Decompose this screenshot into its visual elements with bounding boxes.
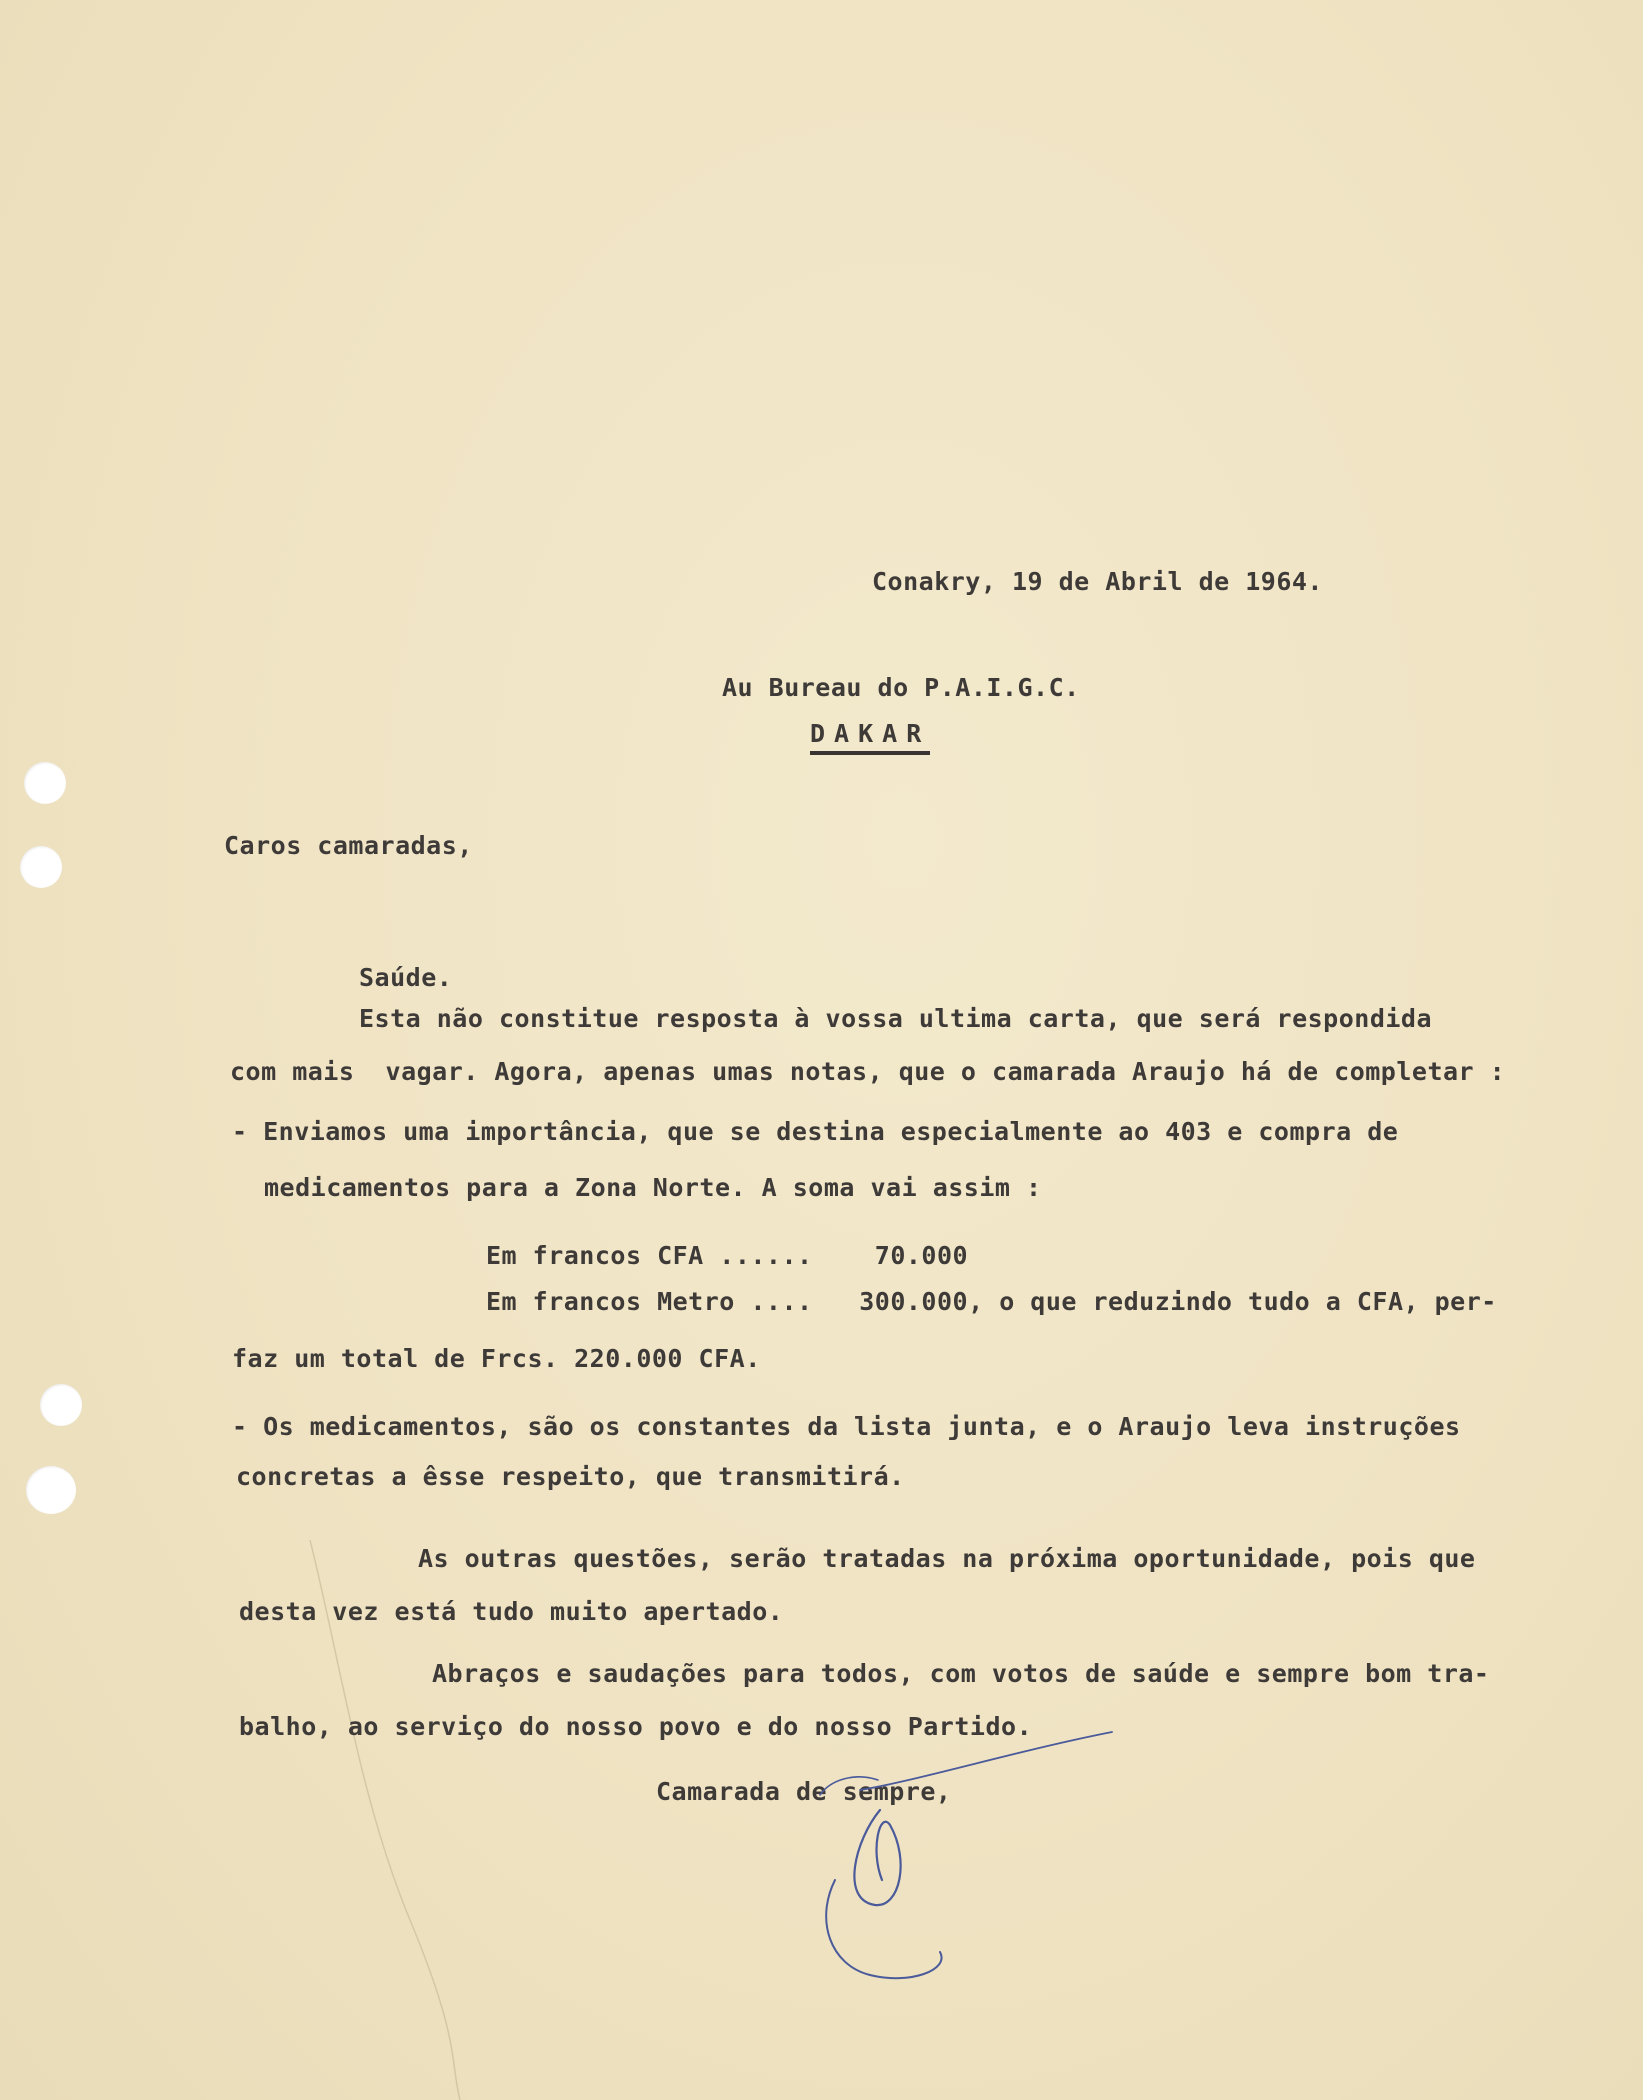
punch-hole [40, 1384, 82, 1426]
list-item-line: concretas a êsse respeito, que transmitirá. [236, 1462, 905, 1491]
list-item-line: medicamentos para a Zona Norte. A soma vai assim : [264, 1173, 1042, 1202]
letter-date: Conakry, 19 de Abril de 1964. [872, 567, 1323, 596]
list-item-line: - Os medicamentos, são os constantes da lista junta, e o Araujo leva instruções [232, 1412, 1461, 1441]
letter-addressee: Au Bureau do P.A.I.G.C. [722, 673, 1080, 702]
amount-line: Em francos CFA ...... 70.000 [486, 1241, 969, 1270]
punch-hole [26, 1466, 76, 1514]
paragraph-line: Abraços e saudações para todos, com votos de saúde e sempre bom tra- [432, 1659, 1490, 1688]
letter-greeting: Saúde. [359, 963, 453, 992]
paragraph-line: com mais vagar. Agora, apenas umas notas, que o camarada Araujo há de completar : [230, 1057, 1506, 1086]
list-item-line: - Enviamos uma importância, que se destina especialmente ao 403 e compra de [232, 1117, 1399, 1146]
amount-line: faz um total de Frcs. 220.000 CFA. [232, 1344, 761, 1373]
paragraph-line: Esta não constitue resposta à vossa ultima carta, que será respondida [359, 1004, 1433, 1033]
letter-salutation: Caros camaradas, [224, 831, 473, 860]
letter-closing: Camarada de sempre, [656, 1777, 952, 1806]
paragraph-line: balho, ao serviço do nosso povo e do nosso Partido. [239, 1712, 1033, 1741]
punch-hole [20, 846, 62, 888]
letter-city: DAKAR [810, 718, 930, 755]
punch-hole [24, 762, 66, 804]
amount-line: Em francos Metro .... 300.000, o que reduzindo tudo a CFA, per- [486, 1287, 1497, 1316]
paragraph-line: desta vez está tudo muito apertado. [239, 1597, 784, 1626]
paragraph-line: As outras questões, serão tratadas na próxima oportunidade, pois que [418, 1544, 1476, 1573]
handwritten-signature [760, 1730, 1160, 2010]
